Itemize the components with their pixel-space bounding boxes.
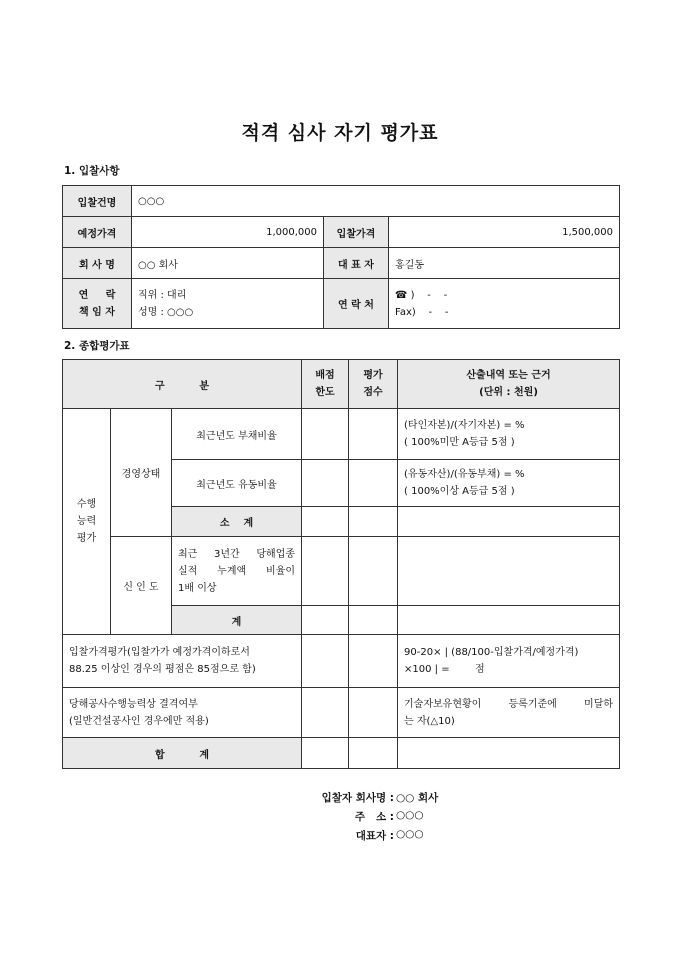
disqualification-eval-score: [349, 688, 398, 738]
company-label: 회 사 명: [63, 248, 132, 279]
header-category: 구 분: [63, 360, 302, 409]
ceo-value: 홍길동: [389, 248, 620, 279]
debt-basis: (타인자본)/(자기자본) = % ( 100%미만 A등급 5점 ): [398, 409, 620, 460]
footer-address-value: ○○○: [396, 809, 424, 821]
credibility-total-label: 계: [172, 606, 302, 635]
credibility-basis: [398, 537, 620, 606]
contact-person-label: 연 락 책 임 자: [63, 279, 132, 329]
position: 직위 : 대리: [138, 289, 187, 301]
credibility-eval-score: [349, 537, 398, 606]
bid-price-eval-basis: 90-20× | (88/100-입찰가격/예정가격) ×100 | = 점: [398, 635, 620, 688]
grand-total-eval-score: [349, 738, 398, 769]
grand-total-score-limit: [302, 738, 349, 769]
page-title: 적격 심사 자기 평가표: [241, 122, 439, 144]
subtotal-eval-score: [349, 507, 398, 537]
grand-total-label: 합 계: [63, 738, 302, 769]
estimated-price-label: 예정가격: [63, 217, 132, 248]
bid-price-eval-score-limit: [302, 635, 349, 688]
section-heading-evaluation: 2. 종합평가표: [64, 340, 130, 352]
evaluation-table: [62, 359, 620, 769]
fax-number: Fax) - -: [395, 306, 449, 318]
footer-address-label: 주 소 :: [354, 811, 394, 823]
grand-total-basis: [398, 738, 620, 769]
liquidity-score-limit: [302, 460, 349, 507]
disqualification-basis: 기술자보유현황이 등록기준에 미달하 는 자(△10): [398, 688, 620, 738]
estimated-price-value: 1,000,000: [132, 217, 324, 248]
performance-eval-label: 수행 능력 평가: [63, 409, 111, 635]
debt-eval-score: [349, 409, 398, 460]
liquidity-basis: (유동자산)/(유동부채) = % ( 100%이상 A등급 5점 ): [398, 460, 620, 507]
bid-price-eval-label: 입찰가격평가(입찰가가 예정가격이하로서 88.25 이상인 경우의 평점은 85점으로 함): [63, 635, 302, 688]
contact-label: 연 락 처: [324, 279, 389, 329]
phone-number: ☎ ) - -: [395, 289, 448, 301]
bid-name-value: ○○○: [132, 186, 620, 217]
header-basis: 산출내역 또는 근거 (단위 : 천원): [398, 360, 620, 409]
bid-info-table: [62, 185, 620, 329]
contact-person-value: [132, 279, 324, 329]
bid-price-label: 입찰가격: [324, 217, 389, 248]
subtotal-score-limit: [302, 507, 349, 537]
disqualification-label: 당해공사수행능력상 결격여부 (일반건설공사인 경우에만 적용): [63, 688, 302, 738]
credibility-label: 신 인 도: [111, 537, 172, 635]
subtotal-label: 소 계: [172, 507, 302, 537]
debt-ratio-label: 최근년도 부채비율: [172, 409, 302, 460]
header-eval-score: 평가 점수: [349, 360, 398, 409]
credibility-total-basis: [398, 606, 620, 635]
liquidity-ratio-label: 최근년도 유동비율: [172, 460, 302, 507]
footer-ceo-label: 대표자 :: [355, 830, 394, 842]
credibility-total-eval-score: [349, 606, 398, 635]
credibility-total-score-limit: [302, 606, 349, 635]
bid-price-eval-score: [349, 635, 398, 688]
header-score-limit: 배점 한도: [302, 360, 349, 409]
management-label: 경영상태: [111, 409, 172, 537]
subtotal-basis: [398, 507, 620, 537]
person-name: 성명 : ○○○: [138, 306, 194, 318]
company-value: ○○ 회사: [132, 248, 324, 279]
liquidity-eval-score: [349, 460, 398, 507]
bid-price-value: 1,500,000: [389, 217, 620, 248]
footer-company-label: 입찰자 회사명 :: [321, 792, 394, 804]
credibility-item: 최근 3년간 당해업종 실적 누계액 비율이 1배 이상: [172, 537, 302, 606]
footer-company-value: ○○ 회사: [396, 792, 439, 804]
credibility-score-limit: [302, 537, 349, 606]
bid-name-label: 입찰건명: [63, 186, 132, 217]
debt-score-limit: [302, 409, 349, 460]
disqualification-score-limit: [302, 688, 349, 738]
ceo-label: 대 표 자: [324, 248, 389, 279]
contact-value: [389, 279, 620, 329]
section-heading-bid-info: 1. 입찰사항: [64, 165, 120, 177]
footer-ceo-value: ○○○: [396, 828, 424, 840]
